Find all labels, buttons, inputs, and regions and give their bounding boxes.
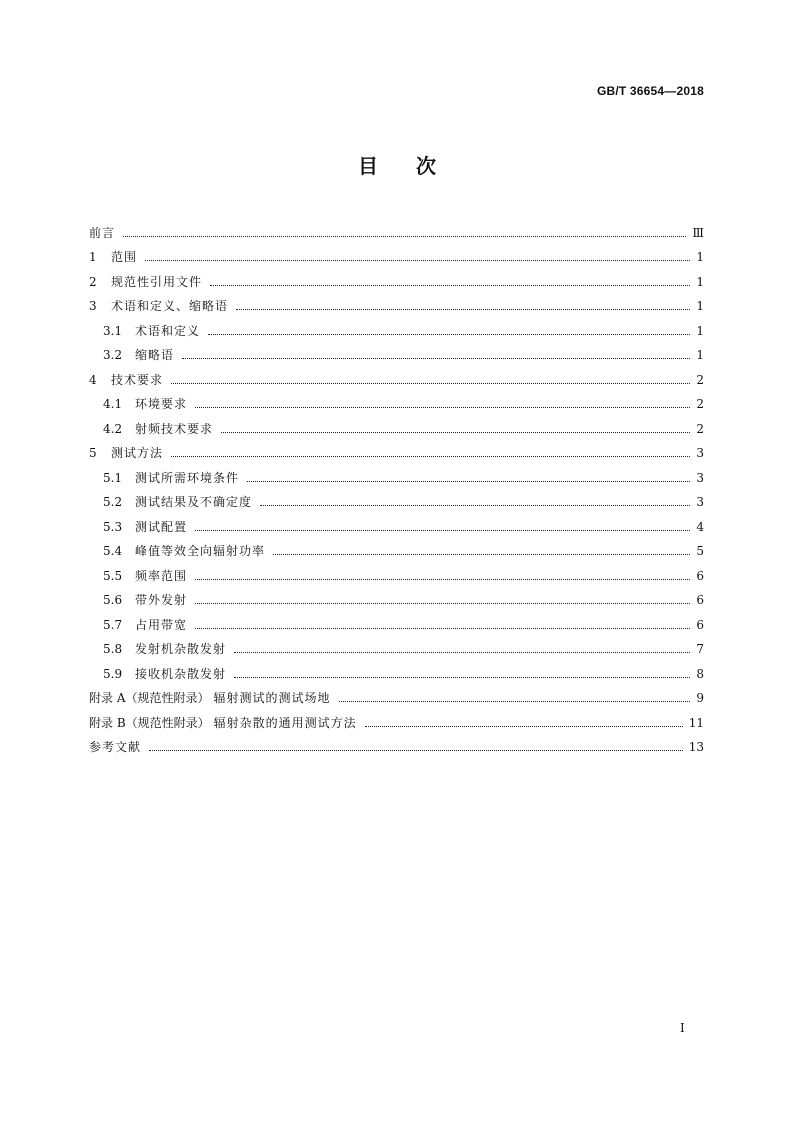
title-char-1: 目	[358, 154, 378, 178]
toc-entry-label: 术语和定义	[135, 323, 201, 338]
toc-entry[interactable]	[89, 339, 704, 364]
toc-entry[interactable]	[89, 461, 704, 486]
toc-entry-label: 测试配置	[135, 519, 188, 534]
toc-entry[interactable]	[89, 437, 704, 462]
dot-leader	[123, 235, 686, 237]
toc-entry-number: 2	[89, 274, 97, 289]
toc-entry[interactable]	[89, 535, 704, 560]
toc-entry[interactable]	[89, 388, 704, 413]
toc-entry[interactable]	[89, 584, 704, 609]
dot-leader	[260, 504, 690, 506]
toc-entry-label: 带外发射	[135, 593, 188, 607]
standard-code: GB/T 36654—2018	[596, 84, 704, 98]
dot-leader	[182, 357, 690, 359]
toc-entry-page: 1	[696, 274, 704, 289]
toc-entry-label: 辐射测试的测试场地	[213, 691, 331, 705]
toc-entry[interactable]	[89, 486, 704, 511]
table-of-contents	[89, 216, 704, 755]
toc-entry-label: 范围	[111, 250, 138, 264]
toc-entry-page: 3	[696, 470, 704, 485]
dot-leader	[195, 529, 690, 531]
toc-entry-number: 5.6	[103, 593, 123, 607]
toc-entry[interactable]	[89, 314, 704, 339]
toc-entry-number: 附录 B（规范性附录）	[89, 715, 210, 730]
toc-entry-page: 5	[696, 544, 704, 558]
toc-entry-number: 5.4	[103, 544, 123, 558]
toc-entry-label: 缩略语	[135, 348, 175, 362]
dot-leader	[210, 284, 690, 286]
toc-entry-label: 接收机杂散发射	[135, 666, 227, 681]
toc-entry-number: 5.7	[103, 617, 123, 632]
toc-entry-page: 4	[696, 519, 704, 534]
dot-leader	[365, 725, 683, 727]
dot-leader	[195, 627, 690, 629]
toc-entry-page: 9	[696, 691, 704, 705]
toc-entry[interactable]	[89, 633, 704, 658]
toc-entry-page: 6	[696, 568, 704, 583]
toc-entry-label: 术语和定义、缩略语	[111, 299, 229, 313]
dot-leader	[171, 382, 690, 384]
toc-entry-page: 7	[696, 642, 704, 656]
dot-leader	[149, 749, 683, 751]
toc-entry-label: 射频技术要求	[135, 421, 214, 436]
toc-entry-number: 3.1	[103, 323, 123, 338]
dot-leader	[273, 553, 690, 555]
toc-entry-page: 1	[696, 250, 704, 264]
toc-entry-label: 技术要求	[111, 372, 164, 387]
toc-entry[interactable]	[89, 216, 704, 241]
toc-entry[interactable]	[89, 682, 704, 707]
toc-entry-page: 3	[696, 495, 704, 509]
toc-entry-label: 测试方法	[111, 446, 164, 460]
toc-entry-page: 3	[696, 446, 704, 460]
toc-entry[interactable]	[89, 731, 704, 756]
dot-leader	[195, 578, 690, 580]
page-number: Ⅰ	[680, 1021, 685, 1035]
toc-entry-page: 6	[696, 617, 704, 632]
toc-entry-label: 辐射杂散的通用测试方法	[213, 715, 357, 730]
dot-leader	[234, 676, 690, 678]
toc-entry-page: 1	[696, 299, 704, 313]
page-title	[0, 150, 794, 179]
toc-entry-page: Ⅲ	[692, 225, 704, 240]
toc-entry-number: 4.2	[103, 421, 123, 436]
toc-entry-number: 5	[89, 446, 97, 460]
toc-entry-number: 5.3	[103, 519, 123, 534]
toc-entry-number: 5.5	[103, 568, 123, 583]
toc-entry-label: 测试结果及不确定度	[135, 495, 253, 509]
toc-entry-label: 规范性引用文件	[111, 274, 203, 289]
toc-entry[interactable]	[89, 559, 704, 584]
toc-entry-page: 13	[688, 740, 704, 754]
toc-entry-label: 占用带宽	[135, 617, 188, 632]
toc-entry[interactable]	[89, 608, 704, 633]
toc-entry-label: 频率范围	[135, 568, 188, 583]
toc-entry[interactable]	[89, 290, 704, 315]
dot-leader	[236, 308, 690, 310]
toc-entry[interactable]	[89, 363, 704, 388]
toc-entry-page: 6	[696, 593, 704, 607]
toc-entry-page: 2	[696, 421, 704, 436]
toc-entry-label: 环境要求	[135, 397, 188, 411]
toc-entry[interactable]	[89, 706, 704, 731]
toc-entry-page: 8	[696, 666, 704, 681]
dot-leader	[195, 406, 690, 408]
toc-entry[interactable]	[89, 657, 704, 682]
toc-entry-label: 发射机杂散发射	[135, 642, 227, 656]
toc-entry-number: 4.1	[103, 397, 123, 411]
dot-leader	[208, 333, 690, 335]
toc-entry-number: 5.8	[103, 642, 123, 656]
toc-entry-number: 3.2	[103, 348, 123, 362]
toc-entry-page: 1	[696, 323, 704, 338]
dot-leader	[234, 651, 690, 653]
toc-entry-number: 1	[89, 250, 97, 264]
toc-entry-page: 1	[696, 348, 704, 362]
toc-entry-page: 2	[696, 372, 704, 387]
toc-entry-label: 峰值等效全向辐射功率	[135, 544, 266, 558]
toc-entry-page: 2	[696, 397, 704, 411]
toc-entry[interactable]	[89, 265, 704, 290]
toc-entry-number: 3	[89, 299, 97, 313]
toc-entry-number: 附录 A（规范性附录）	[89, 691, 210, 705]
dot-leader	[339, 700, 691, 702]
toc-entry-number: 4	[89, 372, 97, 387]
toc-entry[interactable]	[89, 510, 704, 535]
toc-entry-page: 11	[688, 715, 704, 730]
toc-entry[interactable]	[89, 412, 704, 437]
dot-leader	[221, 431, 690, 433]
dot-leader	[195, 602, 690, 604]
toc-entry-number: 5.2	[103, 495, 123, 509]
toc-entry-label: 参考文献	[89, 740, 142, 754]
toc-entry-number: 5.9	[103, 666, 123, 681]
toc-entry-label: 测试所需环境条件	[135, 470, 240, 485]
title-char-2: 次	[416, 154, 436, 178]
toc-entry[interactable]	[89, 241, 704, 266]
toc-entry-label: 前言	[89, 225, 116, 240]
dot-leader	[145, 259, 690, 261]
toc-entry-number: 5.1	[103, 470, 123, 485]
dot-leader	[247, 480, 690, 482]
dot-leader	[171, 455, 690, 457]
